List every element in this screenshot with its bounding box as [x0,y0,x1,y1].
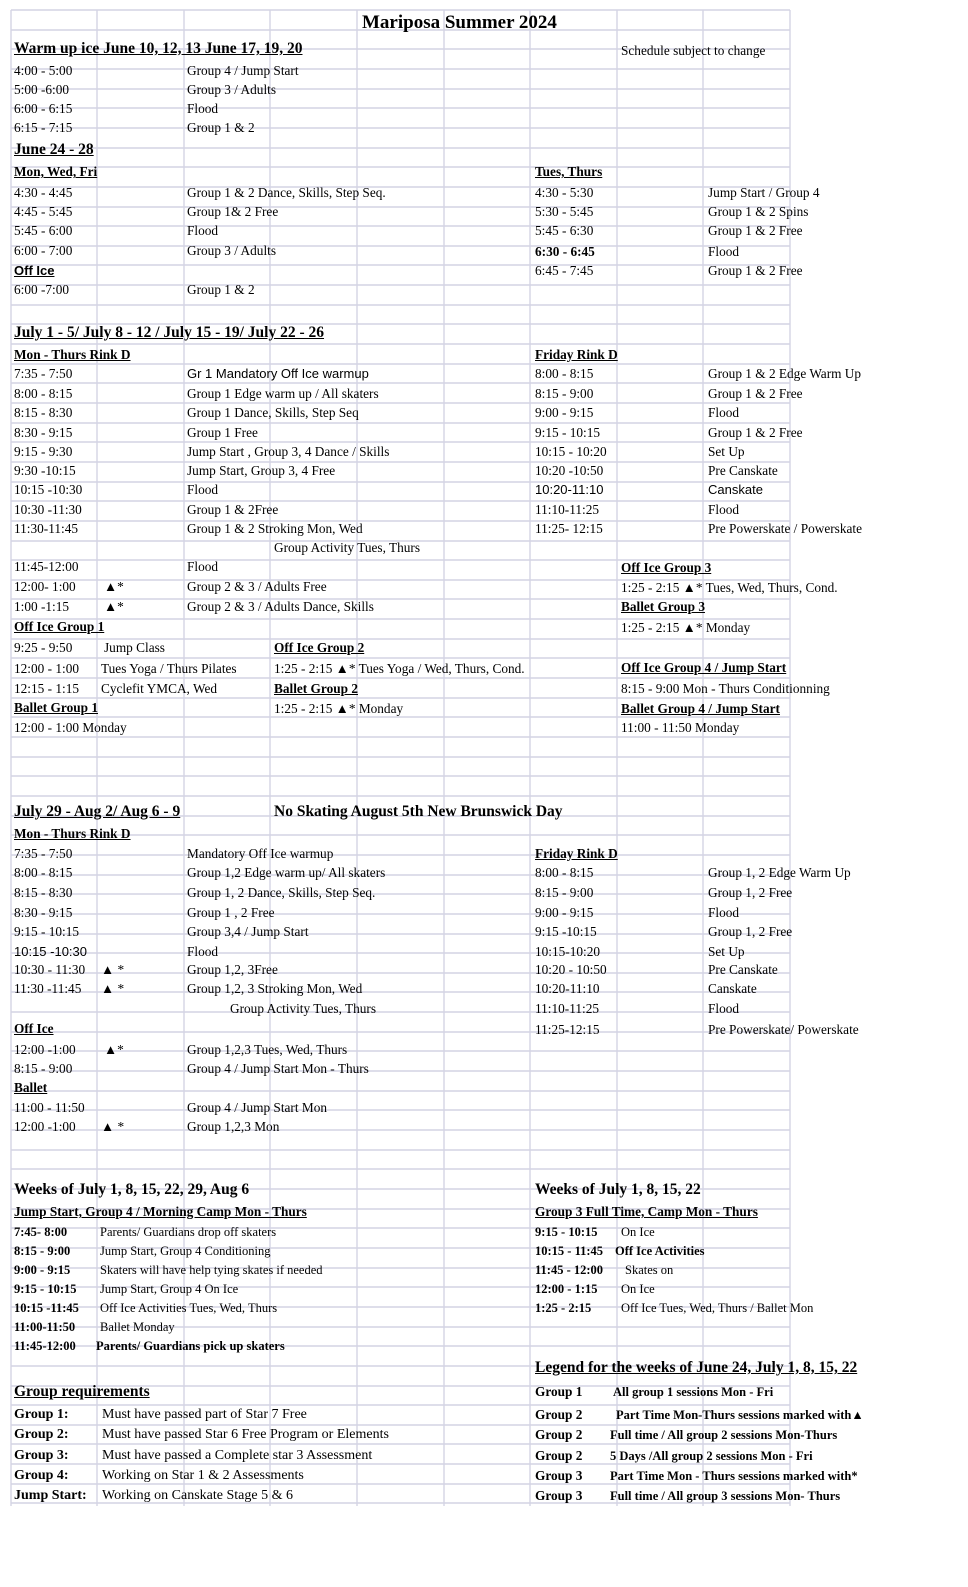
time-cell: 10:15 - 11:45 [535,1244,604,1258]
activity-cell: Group 2 & 3 / Adults Free [187,579,327,594]
aug-off-ice-label: Off Ice [14,1021,54,1036]
time-cell: 5:45 - 6:30 [535,223,594,238]
activity-cell: Gr 1 Mandatory Off Ice warmup [187,366,369,381]
time-cell: 9:25 - 9:50 [14,640,73,655]
time-cell: 5:30 - 5:45 [535,204,594,219]
activity-cell: Group 1 & 2 Dance, Skills, Step Seq. [187,185,386,200]
time-cell: 8:15 - 8:30 [14,885,73,900]
schedule-note: Schedule subject to change [621,43,766,58]
time-cell: 8:15 - 9:00 [14,1244,71,1258]
warmup-heading: Warm up ice June 10, 12, 13 June 17, 19, 20 [14,40,303,57]
activity-cell: Flood [708,244,740,259]
ballet-group3-heading: Ballet Group 3 [621,599,705,614]
ballet-group1-heading: Ballet Group 1 [14,700,98,715]
req-desc: Must have passed Star 6 Free Program or Elements [102,1427,389,1442]
activity-cell: Group 1, 2 Free [708,924,793,939]
legend-group: Group 1 [535,1384,583,1399]
time-cell: 4:30 - 5:30 [535,185,594,200]
activity-cell: Group 1 , 2 Free [187,905,275,920]
time-cell: 7:45- 8:00 [14,1225,68,1239]
time-cell: 8:15 - 9:00 [535,386,594,401]
time-cell: 11:25-12:15 [535,1022,600,1037]
time-cell: 11:45-12:00 [14,1339,76,1353]
off-ice-group4-row: 8:15 - 9:00 Mon - Thurs Conditionning [621,681,830,696]
activity-cell: Pre Canskate [708,463,778,478]
ballet-group2-row: 1:25 - 2:15 ▲* Monday [274,701,404,716]
time-cell: 10:15 -10:30 [14,482,83,497]
time-cell: 6:45 - 7:45 [535,263,594,278]
activity-cell: Ballet Monday [100,1320,175,1334]
activity-cell: Off Ice Activities Tues, Wed, Thurs [100,1301,278,1315]
activity-cell: Group 1,2,3 Tues, Wed, Thurs [187,1042,348,1057]
activity-cell: Group 1,2, 3Free [187,962,278,977]
req-desc: Working on Star 1 & 2 Assessments [102,1468,304,1483]
time-cell: 8:15 - 9:00 [535,885,594,900]
aug-heading: July 29 - Aug 2/ Aug 6 - 9 [14,803,181,820]
time-cell: 1:00 -1:15 [14,599,70,614]
activity-cell: Flood [187,482,219,497]
camp-right-heading: Weeks of July 1, 8, 15, 22 [535,1181,701,1198]
time-cell: 10:20 -10:50 [535,463,604,478]
activity-cell: Group 2 & 3 / Adults Dance, Skills [187,599,374,614]
activity-cell: Group 1, 2 Edge Warm Up [708,865,851,880]
june-right-heading: Tues, Thurs [535,164,603,179]
off-ice-group3-row: 1:25 - 2:15 ▲* Tues, Wed, Thurs, Cond. [621,580,838,595]
time-cell: 11:00-11:50 [14,1320,76,1334]
legend-desc: Part Time Mon - Thurs sessions marked with* [610,1469,858,1483]
activity-cell: Group 1,2 Edge warm up/ All skaters [187,865,386,880]
time-cell: 11:30-11:45 [14,521,79,536]
time-cell: 11:45 - 12:00 [535,1263,604,1277]
activity-cell: Flood [187,559,219,574]
requirements-heading: Group requirements [14,1383,150,1400]
time-cell: 1:25 - 2:15 [535,1301,592,1315]
off-ice-group1-heading: Off Ice Group 1 [14,619,105,634]
activity-cell: Jump Start, Group 3, 4 Free [187,463,336,478]
time-cell: 8:00 - 8:15 [535,865,594,880]
activity-cell: Jump Start, Group 4 On Ice [100,1282,239,1296]
req-desc: Must have passed part of Star 7 Free [102,1407,307,1422]
time-cell: 8:30 - 9:15 [14,905,73,920]
activity-cell: Group 4 / Jump Start Mon - Thurs [187,1061,369,1076]
time-cell: 12:00 - 1:00 [14,661,80,676]
time-cell: 11:10-11:25 [535,502,600,517]
aug-right-heading: Friday Rink D [535,846,618,861]
activity-cell: Parents/ Guardians pick up skaters [96,1339,285,1353]
legend-desc: All group 1 sessions Mon - Fri [613,1385,774,1399]
time-cell: 10:15-10:20 [535,944,601,959]
activity-cell: On Ice [621,1282,655,1296]
june-heading: June 24 - 28 [14,141,94,158]
legend-desc: 5 Days /All group 2 sessions Mon - Fri [610,1449,813,1463]
time-cell: 7:35 - 7:50 [14,366,73,381]
activity-cell: Flood [708,1001,740,1016]
warmup-time: 6:00 - 6:15 [14,101,73,116]
time-cell: 8:00 - 8:15 [14,386,73,401]
ballet-group4-row: 11:00 - 11:50 Monday [621,720,740,735]
activity-cell: Skaters will have help tying skates if needed [100,1263,323,1277]
activity-cell: Group 1 & 2 Stroking Mon, Wed [187,521,363,536]
time-cell: 9:00 - 9:15 [535,905,594,920]
marker-cell: ▲ * [101,1119,125,1134]
time-cell: 9:00 - 9:15 [14,1263,71,1277]
activity-cell: Group Activity Tues, Thurs [230,1001,377,1016]
legend-desc: Part Time Mon-Thurs sessions marked with▲ [616,1408,864,1422]
time-cell: 9:15 - 10:15 [535,1225,598,1239]
time-cell: 11:25- 12:15 [535,521,603,536]
activity-cell: Pre Powerskate/ Powerskate [708,1022,859,1037]
activity-cell: Group 1 & 2 Edge Warm Up [708,366,862,381]
activity-cell: Off Ice Tues, Wed, Thurs / Ballet Mon [621,1301,814,1315]
time-cell: 11:10-11:25 [535,1001,600,1016]
legend-desc: Full time / All group 3 sessions Mon- Thurs [610,1489,841,1503]
activity-cell: Parents/ Guardians drop off skaters [100,1225,277,1239]
activity-cell: Group 4 / Jump Start Mon [187,1100,327,1115]
activity-cell: Jump Start , Group 3, 4 Dance / Skills [187,444,390,459]
activity-cell: Jump Class [104,640,165,655]
off-ice-group3-heading: Off Ice Group 3 [621,560,712,575]
legend-desc: Full time / All group 2 sessions Mon-Thurs [610,1428,838,1442]
activity-cell: Group 1 & 2 [187,282,255,297]
activity-cell: Group 1 Free [187,425,258,440]
camp-right-sub: Group 3 Full Time, Camp Mon - Thurs [535,1204,758,1219]
off-ice-group2-row: 1:25 - 2:15 ▲* Tues Yoga / Wed, Thurs, Cond. [274,661,525,676]
time-cell: 9:15 -10:15 [535,924,597,939]
warmup-activity: Flood [187,101,219,116]
warmup-activity: Group 1 & 2 [187,120,255,135]
activity-cell: Flood [708,405,740,420]
time-cell: 12:00- 1:00 [14,579,76,594]
time-cell: 10:15 - 10:20 [535,444,607,459]
time-cell: 9:15 - 10:15 [14,924,80,939]
activity-cell: Pre Canskate [708,962,778,977]
req-group: Group 3: [14,1448,69,1463]
time-cell: 10:15 -10:30 [14,944,88,959]
time-cell: 11:30 -11:45 [14,981,82,996]
time-cell: 5:45 - 6:00 [14,223,73,238]
activity-cell: Group 1 & 2Free [187,502,279,517]
activity-cell: Cyclefit YMCA, Wed [101,681,218,696]
legend-group: Group 2 [535,1407,583,1422]
off-ice-group4-heading: Off Ice Group 4 / Jump Start [621,660,787,675]
time-cell: 12:00 -1:00 [14,1119,76,1134]
time-cell: 4:30 - 4:45 [14,185,73,200]
marker-cell: ▲ * [101,962,125,977]
time-cell: 11:00 - 11:50 [14,1100,85,1115]
req-group: Group 2: [14,1427,69,1442]
time-cell: 9:00 - 9:15 [535,405,594,420]
ballet-group4-heading: Ballet Group 4 / Jump Start [621,701,780,716]
time-cell: 9:15 - 10:15 [14,1282,77,1296]
activity-cell: Canskate [708,981,757,996]
time-cell: 9:30 -10:15 [14,463,76,478]
camp-left-heading: Weeks of July 1, 8, 15, 22, 29, Aug 6 [14,1181,250,1198]
warmup-activity: Group 3 / Adults [187,82,277,97]
off-ice-group2-heading: Off Ice Group 2 [274,640,365,655]
req-group: Group 1: [14,1407,69,1422]
camp-left-sub: Jump Start, Group 4 / Morning Camp Mon - Thurs [14,1204,307,1219]
time-cell: 10:20-11:10 [535,981,600,996]
time-cell: 6:00 -7:00 [14,282,70,297]
time-cell: 8:30 - 9:15 [14,425,73,440]
time-cell: 12:15 - 1:15 [14,681,80,696]
activity-cell: Jump Start, Group 4 Conditioning [100,1244,271,1258]
activity-cell: Flood [187,944,219,959]
time-cell: 12:00 - 1:15 [535,1282,598,1296]
marker-cell: ▲* [104,599,124,614]
activity-cell: Tues Yoga / Thurs Pilates [101,661,237,676]
marker-cell: ▲* [104,579,124,594]
activity-cell: Group 1,2, 3 Stroking Mon, Wed [187,981,363,996]
ballet-group1-row: 12:00 - 1:00 Monday [14,720,127,735]
activity-cell: Group 3,4 / Jump Start [187,924,309,939]
activity-cell: Pre Powerskate / Powerskate [708,521,862,536]
time-cell: 10:15 -11:45 [14,1301,79,1315]
aug-notice: No Skating August 5th New Brunswick Day [274,803,563,820]
activity-cell: Skates on [625,1263,674,1277]
time-cell: 6:00 - 7:00 [14,243,73,258]
time-cell: 12:00 -1:00 [14,1042,76,1057]
activity-cell: Group 1, 2 Dance, Skills, Step Seq. [187,885,376,900]
time-cell: 9:15 - 10:15 [535,425,601,440]
activity-cell: Mandatory Off Ice warmup [187,846,334,861]
activity-cell: Off Ice Activities [615,1244,705,1258]
activity-cell: Group 1,2,3 Mon [187,1119,280,1134]
time-cell: 10:20 - 10:50 [535,962,607,977]
time-cell: 10:30 - 11:30 [14,962,86,977]
req-desc: Must have passed a Complete star 3 Assessment [102,1448,373,1463]
aug-left-heading: Mon - Thurs Rink D [14,826,131,841]
time-cell: 8:15 - 8:30 [14,405,73,420]
activity-cell: Flood [708,905,740,920]
legend-group: Group 2 [535,1427,583,1442]
activity-cell: Flood [708,502,740,517]
time-cell: 4:45 - 5:45 [14,204,73,219]
activity-cell: Set Up [708,944,745,959]
req-group: Jump Start: [14,1488,87,1503]
legend-group: Group 3 [535,1488,583,1503]
aug-ballet-label: Ballet [14,1080,48,1095]
time-cell: 11:45-12:00 [14,559,79,574]
marker-cell: ▲* [104,1042,124,1057]
time-cell: 7:35 - 7:50 [14,846,73,861]
warmup-activity: Group 4 / Jump Start [187,63,299,78]
activity-cell: Jump Start / Group 4 [708,185,820,200]
legend-heading: Legend for the weeks of June 24, July 1, 8, 15, 22 [535,1359,858,1376]
activity-cell: Group 1 & 2 Free [708,223,803,238]
july-left-heading: Mon - Thurs Rink D [14,347,131,362]
activity-cell: Group 1 Edge warm up / All skaters [187,386,379,401]
july-heading: July 1 - 5/ July 8 - 12 / July 15 - 19/ July 22 - 26 [14,324,325,341]
activity-cell: On Ice [621,1225,655,1239]
july-right-heading: Friday Rink D [535,347,618,362]
activity-cell: Group 1& 2 Free [187,204,279,219]
req-desc: Working on Canskate Stage 5 & 6 [102,1488,293,1503]
ballet-group2-heading: Ballet Group 2 [274,681,358,696]
warmup-time: 5:00 -6:00 [14,82,70,97]
time-cell: 10:30 -11:30 [14,502,82,517]
time-cell: 8:15 - 9:00 [14,1061,73,1076]
activity-cell: Group 1 & 2 Spins [708,204,809,219]
activity-cell: Group 1 & 2 Free [708,425,803,440]
activity-cell: Group 1 Dance, Skills, Step Seq [187,405,359,420]
activity-cell: Group 1 & 2 Free [708,386,803,401]
activity-cell: Group Activity Tues, Thurs [274,540,421,555]
june-off-ice-label: Off Ice [14,263,55,278]
activity-cell: Group 1 & 2 Free [708,263,803,278]
legend-group: Group 3 [535,1468,583,1483]
time-cell: 10:20-11:10 [535,482,604,497]
time-cell: 9:15 - 9:30 [14,444,73,459]
req-group: Group 4: [14,1468,69,1483]
activity-cell: Flood [187,223,219,238]
activity-cell: Canskate [708,482,763,497]
june-left-heading: Mon, Wed, Fri [14,164,98,179]
ballet-group3-row: 1:25 - 2:15 ▲* Monday [621,620,751,635]
warmup-time: 6:15 - 7:15 [14,120,73,135]
activity-cell: Group 1, 2 Free [708,885,793,900]
warmup-time: 4:00 - 5:00 [14,63,73,78]
time-cell: 6:30 - 6:45 [535,244,595,259]
page-title: Mariposa Summer 2024 [362,12,557,33]
activity-cell: Set Up [708,444,745,459]
activity-cell: Group 3 / Adults [187,243,277,258]
time-cell: 8:00 - 8:15 [14,865,73,880]
time-cell: 8:00 - 8:15 [535,366,594,381]
marker-cell: ▲ * [101,981,125,996]
legend-group: Group 2 [535,1448,583,1463]
